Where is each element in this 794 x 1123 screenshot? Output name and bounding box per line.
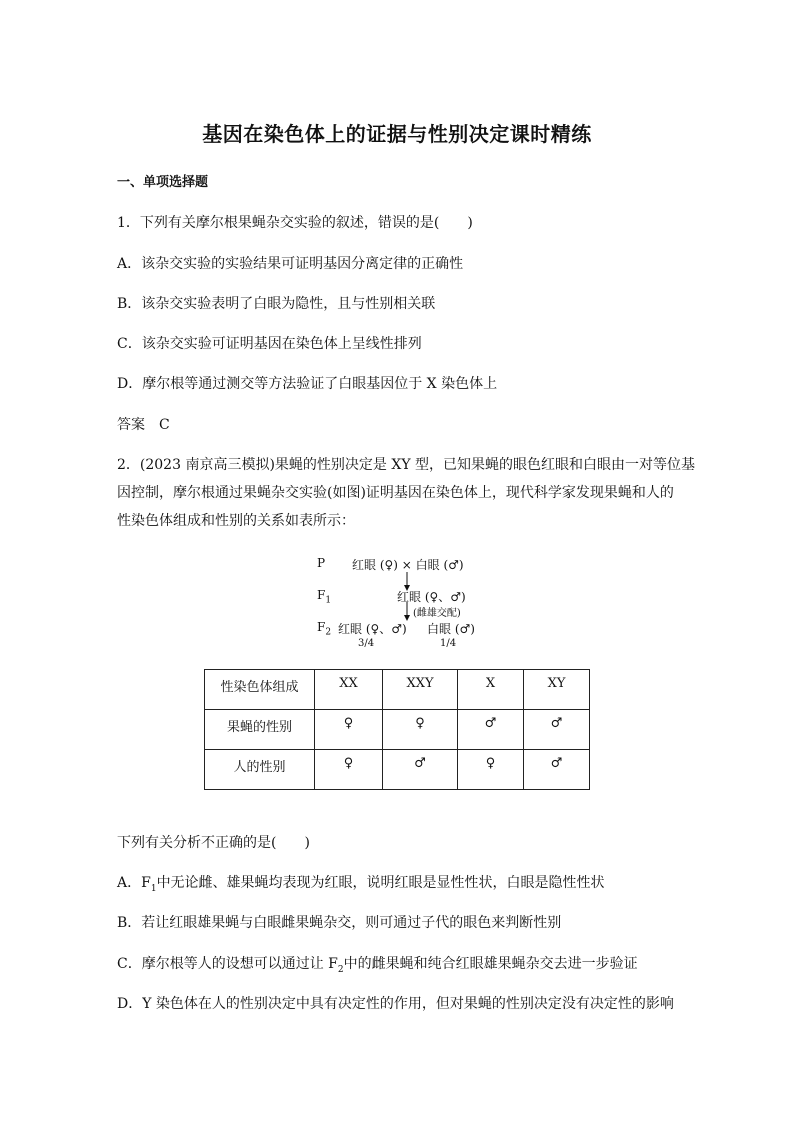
table-cell: X — [458, 670, 524, 710]
f2-label: $F_2$ — [317, 620, 332, 638]
section-heading: 一、单项选择题 — [117, 175, 209, 190]
table-cell: 果蝇的性别 — [205, 710, 315, 750]
q1-option-b: B．该杂交实验表明了白眼为隐性，且与性别相关联 — [117, 296, 436, 312]
f2-red: 红眼 (♀、♂) — [338, 622, 407, 636]
table-cell: 人的性别 — [205, 750, 315, 790]
table-cell: ♀ — [458, 750, 524, 790]
table-cell: ♀ — [315, 750, 383, 790]
sex-chromosome-table — [204, 669, 590, 790]
page-title: 基因在染色体上的证据与性别决定课时精练 — [202, 122, 592, 146]
q2-option-b: B．若让红眼雄果蝇与白眼雌果蝇杂交，则可通过子代的眼色来判断性别 — [117, 915, 562, 931]
p-cross: 红眼 (♀) × 白眼 (♂) — [352, 558, 464, 572]
q1-stem: 1．下列有关摩尔根果蝇杂交实验的叙述，错误的是( ) — [117, 215, 473, 231]
ratio-white: 1/4 — [440, 638, 457, 649]
q2-option-d: D．Y 染色体在人的性别决定中具有决定性的作用，但对果蝇的性别决定没有决定性的影响 — [117, 996, 674, 1012]
table-row — [205, 750, 590, 790]
mating-note: (雌雄交配) — [413, 608, 461, 619]
table-row — [205, 710, 590, 750]
q1-option-c: C．该杂交实验可证明基因在染色体上呈线性排列 — [117, 336, 422, 352]
cross-diagram — [315, 552, 515, 652]
q1-answer: 答案 C — [117, 417, 170, 433]
table-cell: 性染色体组成 — [205, 670, 315, 710]
table-cell: ♂ — [458, 710, 524, 750]
q2-option-a: A．$F_1$中无论雌、雄果蝇均表现为红眼，说明红眼是显性性状，白眼是隐性性状 — [117, 875, 605, 894]
table-cell: ♀ — [383, 710, 458, 750]
q1-option-d: D．摩尔根等通过测交等方法验证了白眼基因位于 X 染色体上 — [117, 376, 498, 392]
q1-option-a: A．该杂交实验的实验结果可证明基因分离定律的正确性 — [117, 256, 464, 272]
table-cell: XX — [315, 670, 383, 710]
table-cell: ♂ — [524, 750, 590, 790]
q2-stem-line-2: 因控制，摩尔根通过果蝇杂交实验(如图)证明基因在染色体上，现代科学家发现果蝇和人的 — [117, 485, 674, 501]
table-cell: ♂ — [524, 710, 590, 750]
q2-stem-line-3: 性染色体组成和性别的关系如表所示： — [117, 513, 355, 529]
arrow-f1-f2 — [403, 602, 411, 622]
ratio-red: 3/4 — [358, 638, 375, 649]
table-cell: XXY — [383, 670, 458, 710]
table-cell: ♂ — [383, 750, 458, 790]
f1-text: 红眼 (♀、♂) — [397, 590, 466, 604]
f2-white: 白眼 (♂) — [427, 622, 475, 636]
q2-option-c: C．摩尔根等人的设想可以通过让 $F_2$中的雌果蝇和纯合红眼雄果蝇杂交去进一步验证 — [117, 956, 638, 975]
table-cell: ♀ — [315, 710, 383, 750]
p-label: P — [317, 556, 326, 570]
q2-stem-line-1: 2．(2023 南京高三模拟)果蝇的性别决定是 XY 型，已知果蝇的眼色红眼和白眼由一对等位基 — [117, 457, 696, 473]
q2-prompt: 下列有关分析不正确的是( ) — [117, 835, 310, 851]
table-header-row — [205, 670, 590, 710]
table-cell: XY — [524, 670, 590, 710]
f1-label: $F_1$ — [317, 588, 332, 606]
